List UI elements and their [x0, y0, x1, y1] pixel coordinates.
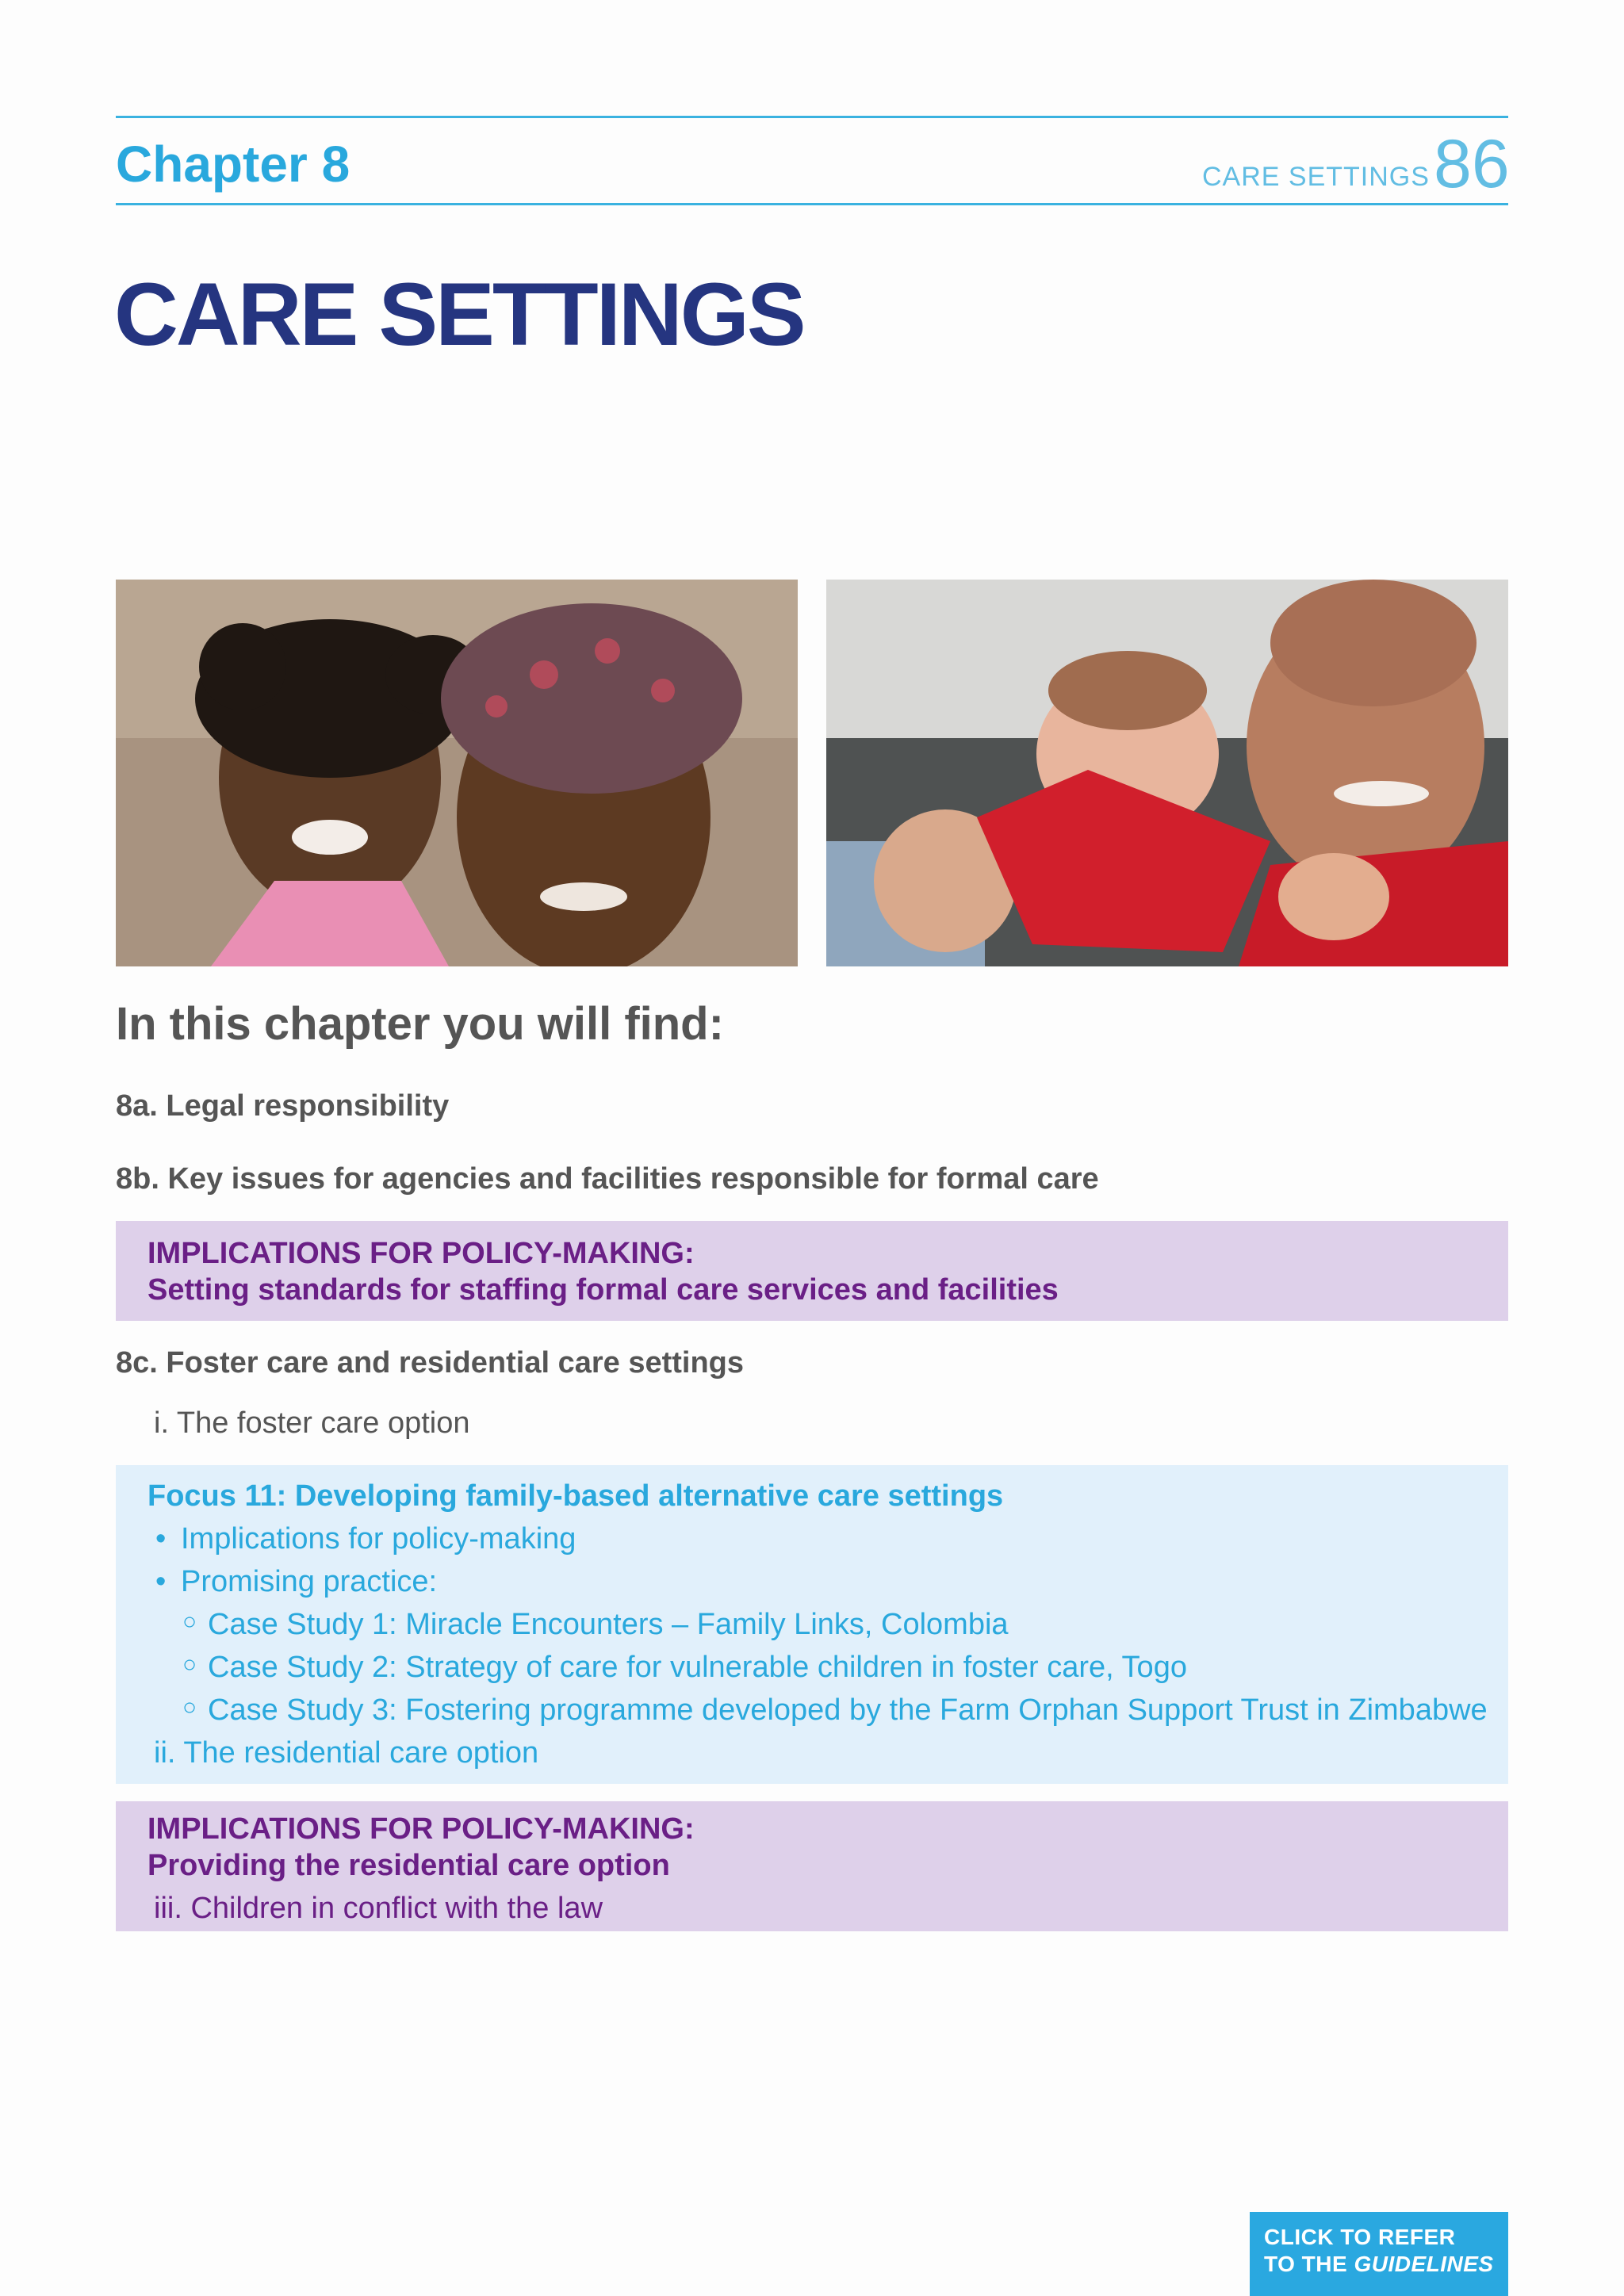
case-study-1[interactable]: Case Study 1: Miracle Encounters – Family Links, Colombia — [208, 1608, 1009, 1641]
policy-implications-box-staffing[interactable] — [116, 1221, 1508, 1321]
policy-box-heading: IMPLICATIONS FOR POLICY-MAKING: — [147, 1812, 695, 1846]
policy-box-heading: IMPLICATIONS FOR POLICY-MAKING: — [147, 1237, 695, 1270]
bullet-dot-icon: • — [155, 1522, 167, 1556]
page-number: 86 — [1434, 126, 1510, 202]
toc-8c-i-foster-option[interactable]: i. The foster care option — [154, 1406, 470, 1440]
focus-bullet-policy[interactable]: Implications for policy-making — [181, 1522, 576, 1556]
toc-8c-foster-residential[interactable]: 8c. Foster care and residential care settings — [116, 1346, 745, 1380]
policy-box-subheading: Providing the residential care option — [147, 1849, 670, 1882]
page-title: CARE SETTINGS — [114, 265, 804, 364]
circle-bullet-icon: ○ — [182, 1694, 197, 1720]
focus-11-title: Focus 11: Developing family-based alternative care settings — [147, 1479, 1004, 1513]
policy-implications-box-residential[interactable] — [116, 1801, 1508, 1931]
toc-8b-key-issues[interactable]: 8b. Key issues for agencies and facilities responsible for formal care — [116, 1162, 1099, 1196]
running-title: CARE SETTINGS — [1202, 162, 1430, 192]
chapter-contents-heading: In this chapter you will find: — [116, 998, 724, 1050]
toc-8a-legal-responsibility[interactable]: 8a. Legal responsibility — [116, 1089, 450, 1123]
cta-line-2-emphasis: GUIDELINES — [1354, 2252, 1494, 2276]
cta-line-1: CLICK TO REFER — [1264, 2225, 1456, 2249]
focus-bullet-promising[interactable]: Promising practice: — [181, 1565, 438, 1598]
toc-8c-ii-residential-option[interactable]: ii. The residential care option — [154, 1736, 539, 1770]
cta-line-2-prefix: TO THE — [1264, 2252, 1354, 2276]
man-with-babies-photo — [826, 580, 1508, 966]
focus-11-box[interactable] — [116, 1465, 1508, 1784]
header-top-rule — [116, 116, 1508, 118]
bullet-dot-icon: • — [155, 1565, 167, 1598]
circle-bullet-icon: ○ — [182, 1609, 197, 1635]
circle-bullet-icon: ○ — [182, 1651, 197, 1678]
case-study-2[interactable]: Case Study 2: Strategy of care for vulnerable children in foster care, Togo — [208, 1651, 1187, 1684]
cta-line-2 — [1264, 2252, 1494, 2277]
header-bottom-rule — [116, 203, 1508, 205]
refer-to-guidelines-button[interactable] — [1250, 2212, 1508, 2296]
chapter-label: Chapter 8 — [116, 136, 350, 193]
policy-box-subheading: Setting standards for staffing formal care services and facilities — [147, 1273, 1059, 1307]
toc-8c-iii-conflict-with-law[interactable]: iii. Children in conflict with the law — [154, 1892, 603, 1925]
girl-with-woman-photo — [116, 580, 798, 966]
case-study-3[interactable]: Case Study 3: Fostering programme developed by the Farm Orphan Support Trust in Zimbabwe — [208, 1693, 1488, 1727]
